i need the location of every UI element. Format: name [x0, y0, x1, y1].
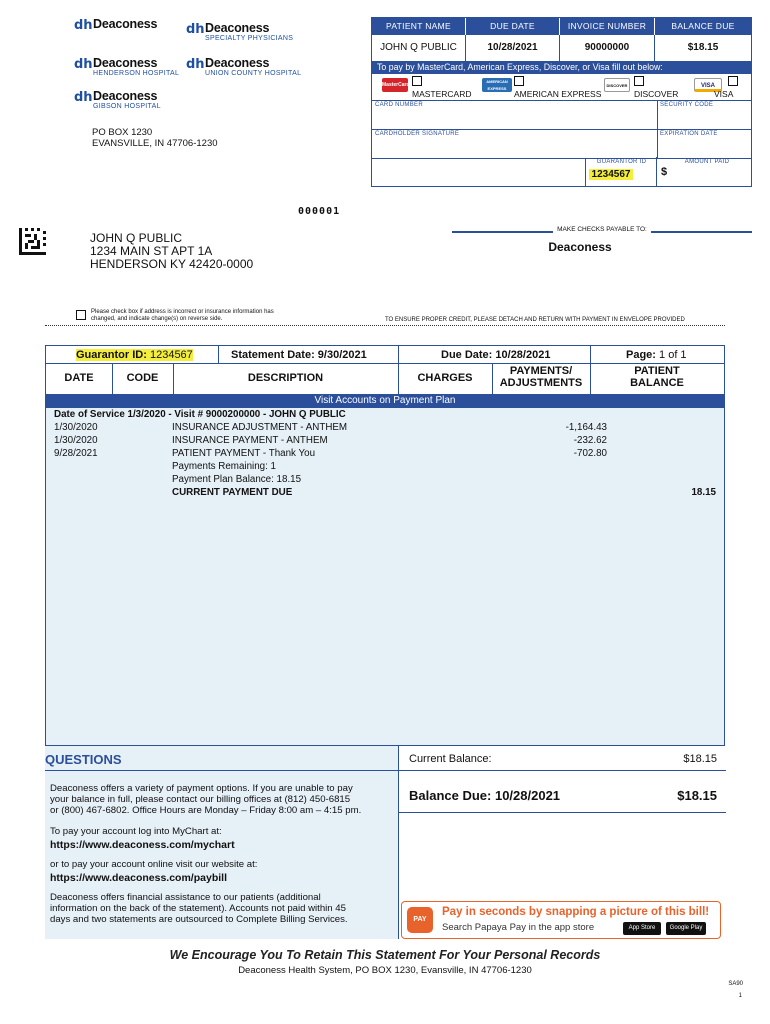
signature-label: CARDHOLDER SIGNATURE	[375, 131, 460, 137]
google-play-badge[interactable]: Google Play	[666, 922, 706, 935]
row-payment: -1,164.43	[565, 422, 607, 433]
due-date-header: DUE DATE	[466, 18, 560, 35]
questions-paragraph-2: To pay your account log into MyChart at:	[50, 826, 222, 837]
deaconess-mark-icon: dh	[186, 22, 205, 37]
discover-logo-icon: DISCOVER	[604, 78, 630, 92]
balance-due-total: $18.15	[677, 788, 717, 803]
section-title-bar: Visit Accounts on Payment Plan	[46, 394, 724, 408]
card-number-field[interactable]	[372, 108, 656, 130]
invoice-number-value: 90000000	[560, 35, 655, 61]
questions-paragraph-3: or to pay your account online visit our website at:	[50, 859, 258, 870]
logo-henderson-hospital: dh Deaconess HENDERSON HOSPITAL	[74, 56, 180, 77]
logo-deaconess: dh Deaconess	[74, 17, 158, 33]
plan-balance: Payment Plan Balance: 18.15	[172, 474, 302, 485]
mastercard-label: MASTERCARD	[412, 89, 472, 99]
current-balance-value: $18.15	[683, 753, 717, 765]
due-date-value: 10/28/2021	[466, 35, 560, 61]
papaya-logo-icon: PAY	[407, 907, 433, 933]
current-due-label: CURRENT PAYMENT DUE	[172, 487, 293, 498]
datamatrix-barcode-icon	[19, 228, 46, 255]
expiration-label: EXPIRATION DATE	[660, 131, 718, 137]
questions-panel	[45, 746, 398, 939]
card-instructions-bar: To pay by MasterCard, American Express, Discover, or Visa fill out below:	[372, 61, 751, 74]
row-date: 1/30/2020	[54, 435, 98, 446]
detach-note: TO ENSURE PROPER CREDIT, PLEASE DETACH AND RETURN WITH PAYMENT IN ENVELOPE PROVIDED	[385, 317, 685, 323]
patient-name-value: JOHN Q PUBLIC	[372, 35, 466, 61]
col-description: DESCRIPTION	[247, 372, 324, 384]
deaconess-mark-icon: dh	[74, 18, 93, 33]
col-patient-balance: PATIENT BALANCE	[630, 365, 684, 389]
statement-date: Statement Date: 9/30/2021	[231, 349, 367, 361]
statement-detail-panel	[46, 408, 724, 745]
discover-checkbox[interactable]	[634, 76, 644, 86]
invoice-number-header: INVOICE NUMBER	[560, 18, 655, 35]
coupon-header-row	[372, 18, 751, 35]
client-address: JOHN Q PUBLIC 1234 MAIN ST APT 1A HENDERSON KY 42420-0000	[90, 231, 254, 271]
guarantor-id-value: 1234567	[589, 169, 633, 180]
balance-due-label: Balance Due: 10/28/2021	[409, 788, 561, 803]
row-payment: -232.62	[573, 435, 607, 446]
patient-name-header: PATIENT NAME	[372, 18, 466, 35]
row-description: INSURANCE PAYMENT - ANTHEM	[172, 435, 328, 446]
coupon-value-row	[372, 35, 751, 61]
service-line: Date of Service 1/3/2020 - Visit # 9000200000 - JOHN Q PUBLIC	[54, 409, 346, 420]
security-code-label: SECURITY CODE	[660, 102, 714, 108]
footer-address: Deaconess Health System, PO BOX 1230, Evansville, IN 47706-1230	[238, 965, 532, 976]
amex-logo-icon: AMERICAN EXPRESS	[482, 78, 512, 92]
amount-paid-label: AMOUNT PAID	[684, 159, 730, 165]
deaconess-mark-icon: dh	[74, 90, 93, 105]
payment-coupon	[371, 17, 752, 187]
papaya-pay-banner[interactable]	[401, 901, 721, 939]
papaya-headline: Pay in seconds by snapping a picture of this bill!	[442, 906, 710, 918]
col-payments: PAYMENTS/ ADJUSTMENTS	[499, 365, 583, 389]
amex-checkbox[interactable]	[514, 76, 524, 86]
guarantor-id-label: GUARANTOR ID	[596, 159, 647, 165]
retain-statement-note: We Encourage You To Retain This Statement For Your Personal Records	[169, 948, 601, 962]
detach-line	[45, 325, 725, 326]
address-change-note: Please check box if address is incorrect or insurance information has changed, and indicate change(s) on reverse side.	[91, 309, 274, 322]
row-date: 9/28/2021	[54, 448, 98, 459]
page-number: 1	[738, 993, 742, 999]
mastercard-checkbox[interactable]	[412, 76, 422, 86]
visa-logo-icon: VISA	[694, 78, 722, 92]
balance-due-value: $18.15	[687, 42, 719, 53]
col-date: DATE	[64, 372, 94, 384]
paybill-link[interactable]: https://www.deaconess.com/paybill	[50, 872, 227, 884]
security-code-field[interactable]	[658, 108, 750, 130]
address-change-checkbox[interactable]	[76, 310, 86, 320]
visa-checkbox[interactable]	[728, 76, 738, 86]
current-due-value: 18.15	[691, 487, 716, 498]
page-indicator: Page: 1 of 1	[626, 349, 687, 361]
form-code: SA90	[728, 981, 743, 987]
logo-gibson-hospital: dh Deaconess GIBSON HOSPITAL	[74, 89, 161, 110]
guarantor-id-heading: Guarantor ID: 1234567	[76, 349, 193, 361]
card-number-label: CARD NUMBER	[375, 102, 423, 108]
payable-to-value: Deaconess	[548, 240, 612, 254]
deaconess-mark-icon: dh	[186, 57, 205, 72]
mastercard-logo-icon: MasterCard	[382, 78, 408, 92]
expiration-field[interactable]	[658, 137, 750, 158]
amount-paid-symbol: $	[661, 166, 668, 178]
discover-label: DISCOVER	[634, 89, 679, 99]
logo-union-county-hospital: dh Deaconess UNION COUNTY HOSPITAL	[186, 56, 302, 77]
app-store-badge[interactable]: App Store	[623, 922, 661, 935]
payments-remaining: Payments Remaining: 1	[172, 461, 277, 472]
balance-due-header: BALANCE DUE	[655, 18, 751, 35]
questions-paragraph-1: Deaconess offers a variety of payment options. If you are unable to pay your balance in full, please contact our billing offices at (812) 450-6815 or (800) 467-6802. Office Hours are Monday – Friday 8:00 am – 4:15 pm.	[50, 783, 362, 816]
visa-label: VISA	[714, 89, 734, 99]
col-charges: CHARGES	[417, 372, 473, 384]
deaconess-mark-icon: dh	[74, 57, 93, 72]
col-code: CODE	[126, 372, 159, 384]
row-payment: -702.80	[573, 448, 607, 459]
row-description: INSURANCE ADJUSTMENT - ANTHEM	[172, 422, 348, 433]
signature-field[interactable]	[372, 137, 656, 158]
sequence-number: 000001	[298, 206, 341, 217]
logo-specialty-physicians: dh Deaconess SPECIALTY PHYSICIANS	[186, 21, 294, 42]
mychart-link[interactable]: https://www.deaconess.com/mychart	[50, 839, 235, 851]
statement-table	[45, 345, 725, 746]
amount-paid-field[interactable]	[670, 164, 750, 186]
amex-label: AMERICAN EXPRESS	[514, 89, 602, 99]
questions-paragraph-4: Deaconess offers financial assistance to our patients (additional information on the back of the statement). Accounts not paid within 45 days and two statements are outsourced to Complete Billing Services.	[50, 892, 348, 925]
current-balance-label: Current Balance:	[409, 753, 492, 765]
row-description: PATIENT PAYMENT - Thank You	[172, 448, 316, 459]
papaya-subtext: Search Papaya Pay in the app store	[442, 922, 595, 933]
row-date: 1/30/2020	[54, 422, 98, 433]
remit-address: PO BOX 1230 EVANSVILLE, IN 47706-1230	[92, 127, 218, 149]
payable-to-label: MAKE CHECKS PAYABLE TO:	[452, 226, 752, 233]
questions-title: QUESTIONS	[45, 752, 122, 767]
statement-due-date: Due Date: 10/28/2021	[441, 349, 551, 361]
